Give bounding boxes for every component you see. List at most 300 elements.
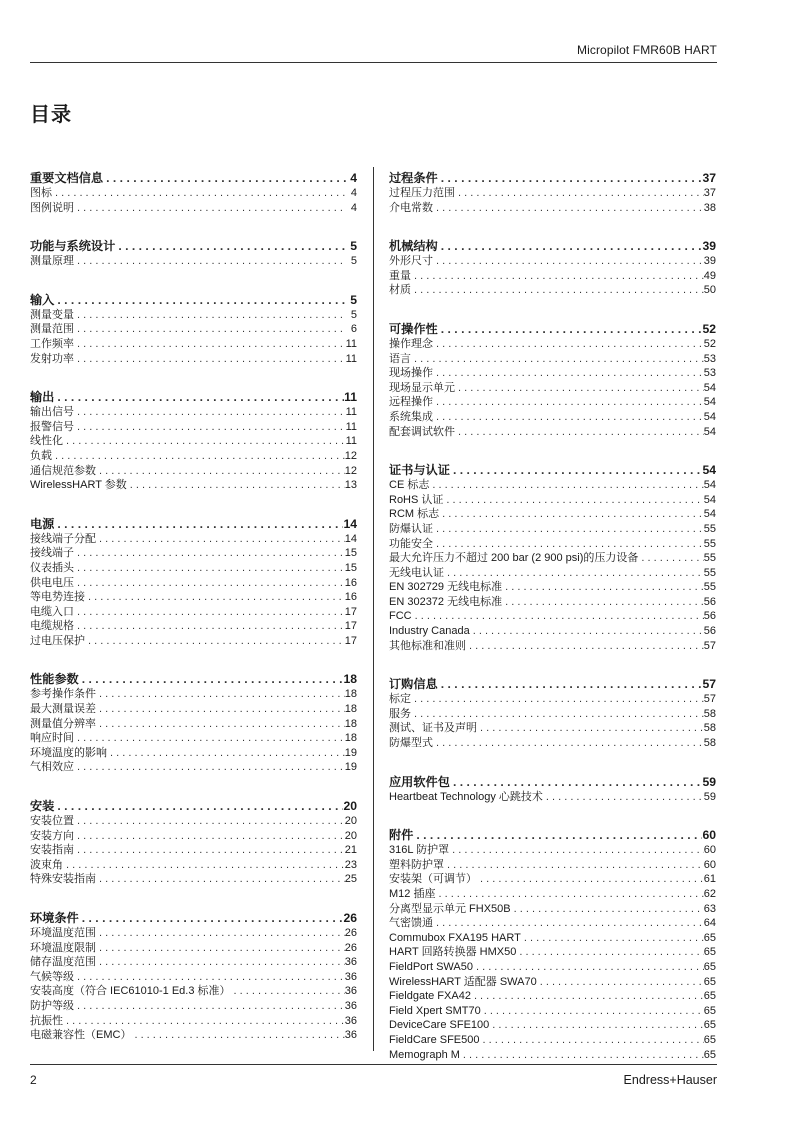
toc-leader-dots	[521, 931, 704, 946]
toc-page-number: 56	[703, 595, 716, 608]
toc-entry-title: 响应时间	[30, 732, 74, 745]
toc-section-heading[interactable]	[389, 171, 716, 186]
toc-heading-title: 性能参数	[30, 672, 79, 687]
toc-entry[interactable]	[389, 551, 716, 566]
toc-leader-dots	[74, 201, 347, 216]
toc-leader-dots	[413, 828, 702, 843]
toc-entry[interactable]	[389, 843, 716, 858]
toc-entry[interactable]	[389, 269, 716, 284]
toc-leader-dots	[438, 322, 703, 337]
toc-leader-dots	[74, 337, 346, 352]
toc-section-heading[interactable]	[30, 799, 357, 814]
toc-page-number: 64	[703, 917, 716, 930]
toc-entry[interactable]	[389, 931, 716, 946]
toc-page-number: 23	[344, 858, 357, 871]
toc-entry[interactable]	[30, 634, 357, 649]
toc-entry[interactable]	[389, 639, 716, 654]
toc-entry[interactable]	[30, 858, 357, 873]
footer-rule	[30, 1064, 717, 1065]
toc-entry[interactable]	[389, 960, 716, 975]
toc-page-number: 54	[703, 493, 716, 506]
toc-leader-dots	[74, 829, 345, 844]
toc-entry[interactable]	[30, 687, 357, 702]
toc-leader-dots	[74, 352, 346, 367]
toc-leader-dots	[96, 532, 345, 547]
toc-entry[interactable]	[30, 1014, 357, 1029]
toc-entry-title: 气密馈通	[389, 917, 433, 930]
toc-entry[interactable]	[389, 1048, 716, 1063]
toc-page-number: 54	[702, 463, 716, 478]
page-title: 目录	[30, 102, 72, 126]
toc-entry[interactable]	[30, 590, 357, 605]
toc-entry[interactable]	[389, 975, 716, 990]
toc-entry-title: 仪表插头	[30, 561, 74, 574]
toc-page-number: 18	[344, 717, 357, 730]
toc-entry[interactable]	[389, 736, 716, 751]
toc-entry[interactable]	[389, 790, 716, 805]
toc-entry[interactable]	[30, 546, 357, 561]
toc-entry[interactable]	[389, 692, 716, 707]
toc-section	[30, 293, 357, 366]
toc-page-number: 14	[344, 532, 357, 545]
toc-page-number: 11	[344, 390, 357, 405]
toc-page-number: 53	[703, 352, 716, 365]
toc-leader-dots	[411, 269, 704, 284]
header-rule	[30, 62, 717, 63]
toc-entry-title: DeviceCare SFE100	[389, 1019, 490, 1032]
toc-section-heading[interactable]	[30, 171, 357, 186]
toc-page-number: 38	[703, 201, 716, 214]
toc-page-number: 65	[703, 931, 716, 944]
toc-entry[interactable]	[389, 707, 716, 722]
toc-leader-dots	[411, 352, 704, 367]
toc-page-number: 58	[703, 722, 716, 735]
toc-leader-dots	[412, 609, 704, 624]
toc-page-number: 60	[703, 858, 716, 871]
toc-leader-dots	[54, 517, 343, 532]
toc-entry-title: 电缆规格	[30, 620, 74, 633]
toc-page-number: 17	[344, 605, 357, 618]
toc-entry[interactable]	[30, 337, 357, 352]
toc-entry[interactable]	[30, 702, 357, 717]
toc-entry[interactable]	[389, 624, 716, 639]
toc-entry[interactable]	[30, 926, 357, 941]
toc-left-column	[30, 171, 357, 1067]
toc-page-number: 37	[703, 187, 716, 199]
toc-leader-dots	[54, 293, 347, 308]
toc-entry[interactable]	[389, 381, 716, 396]
toc-entry[interactable]	[30, 532, 357, 547]
toc-page-number: 20	[343, 799, 357, 814]
toc-leader-dots	[433, 254, 704, 269]
toc-entry-title: EN 302372 无线电标准	[389, 595, 503, 608]
toc-section-heading[interactable]	[389, 677, 716, 692]
toc-heading-title: 证书与认证	[389, 463, 450, 478]
toc-leader-dots	[516, 945, 703, 960]
toc-entry-title: 电磁兼容性（EMC）	[30, 1029, 132, 1042]
toc-section-heading[interactable]	[30, 517, 357, 532]
toc-entry-title: 标定	[389, 693, 411, 706]
toc-entry-title: 操作理念	[389, 337, 433, 350]
toc-entry-title: 无线电认证	[389, 566, 444, 579]
toc-entry[interactable]	[30, 970, 357, 985]
toc-entry[interactable]	[389, 186, 716, 201]
toc-entry[interactable]	[389, 493, 716, 508]
toc-entry[interactable]	[30, 449, 357, 464]
toc-entry-title: 发射功率	[30, 352, 74, 365]
toc-entry-title: 防爆认证	[389, 522, 433, 535]
toc-entry[interactable]	[389, 254, 716, 269]
toc-section-heading[interactable]	[389, 463, 716, 478]
toc-page-number: 5	[350, 255, 357, 268]
toc-leader-dots	[511, 902, 704, 917]
toc-page-number: 58	[703, 737, 716, 750]
toc-entry[interactable]	[389, 1004, 716, 1019]
toc-entry-title: Memograph M	[389, 1048, 460, 1061]
toc-entry-title: FCC	[389, 610, 412, 623]
toc-leader-dots	[477, 721, 704, 736]
toc-leader-dots	[85, 590, 345, 605]
toc-leader-dots	[54, 390, 344, 405]
toc-leader-dots	[63, 858, 345, 873]
toc-leader-dots	[74, 731, 345, 746]
toc-entry-title: 语言	[389, 352, 411, 365]
toc-entry[interactable]	[389, 352, 716, 367]
toc-entry[interactable]	[30, 186, 357, 201]
toc-leader-dots	[96, 687, 345, 702]
toc-leader-dots	[443, 493, 703, 508]
toc-heading-title: 可操作性	[389, 321, 438, 336]
toc-leader-dots	[74, 814, 345, 829]
toc-page-number: 57	[703, 693, 716, 706]
toc-leader-dots	[444, 566, 704, 581]
toc-page-number: 56	[703, 625, 716, 638]
toc-entry[interactable]	[389, 337, 716, 352]
toc-entry[interactable]	[30, 843, 357, 858]
toc-leader-dots	[460, 1048, 704, 1063]
toc-section-heading[interactable]	[389, 775, 716, 790]
toc-page-number: 17	[344, 620, 357, 633]
toc-entry-title: Fieldgate FXA42	[389, 990, 471, 1003]
toc-section	[389, 239, 716, 298]
toc-heading-title: 功能与系统设计	[30, 239, 116, 254]
toc-entry[interactable]	[389, 721, 716, 736]
toc-entry-title: 最大测量误差	[30, 703, 96, 716]
toc-leader-dots	[502, 595, 704, 610]
toc-heading-title: 输出	[30, 390, 55, 405]
document-header-title: Micropilot FMR60B HART	[576, 43, 717, 57]
toc-section-heading[interactable]	[30, 239, 357, 254]
toc-page-number: 5	[350, 292, 357, 307]
toc-leader-dots	[543, 790, 704, 805]
toc-section	[389, 775, 716, 805]
toc-section	[30, 672, 357, 775]
toc-page-number: 18	[344, 732, 357, 745]
toc-page-number: 11	[345, 337, 357, 350]
toc-leader-dots	[52, 186, 347, 201]
toc-entry[interactable]	[30, 717, 357, 732]
toc-leader-dots	[411, 283, 704, 298]
toc-leader-dots	[433, 410, 704, 425]
toc-entry[interactable]	[30, 872, 357, 887]
toc-leader-dots	[502, 580, 704, 595]
toc-entry[interactable]	[389, 887, 716, 902]
toc-page-number: 36	[344, 985, 357, 998]
toc-section-heading[interactable]	[389, 322, 716, 337]
footer-page-number: 2	[30, 1073, 37, 1087]
toc-entry[interactable]	[389, 989, 716, 1004]
toc-page-number: 60	[703, 844, 716, 857]
toc-entry[interactable]	[30, 420, 357, 435]
toc-entry-title: 接线端子	[30, 547, 74, 560]
toc-entry-title: 通信规范参数	[30, 464, 96, 477]
toc-entry[interactable]	[30, 760, 357, 775]
toc-page-number: 6	[350, 323, 357, 336]
toc-page-number: 25	[344, 873, 357, 886]
toc-entry-title: FieldCare SFE500	[389, 1033, 480, 1046]
toc-page-number: 65	[703, 975, 716, 988]
toc-page-number: 54	[703, 508, 716, 521]
toc-entry[interactable]	[389, 395, 716, 410]
toc-leader-dots	[638, 551, 703, 566]
toc-leader-dots	[455, 186, 704, 201]
toc-leader-dots	[231, 984, 345, 999]
toc-entry-title: 安装方向	[30, 829, 74, 842]
toc-leader-dots	[96, 702, 345, 717]
toc-entry[interactable]	[30, 941, 357, 956]
toc-entry[interactable]	[389, 283, 716, 298]
toc-leader-dots	[74, 322, 347, 337]
toc-entry[interactable]	[389, 1018, 716, 1033]
toc-leader-dots	[411, 707, 704, 722]
toc-entry-title: 防爆型式	[389, 737, 433, 750]
toc-section	[30, 911, 357, 1043]
toc-entry-title: 等电势连接	[30, 591, 85, 604]
toc-leader-dots	[74, 405, 346, 420]
toc-entry[interactable]	[389, 410, 716, 425]
toc-leader-dots	[433, 522, 704, 537]
toc-page-number: 18	[344, 688, 357, 701]
toc-section-heading[interactable]	[389, 239, 716, 254]
toc-entry-title: 测量范围	[30, 323, 74, 336]
toc-entry[interactable]	[389, 566, 716, 581]
toc-section	[389, 322, 716, 439]
toc-page-number: 26	[344, 941, 357, 954]
toc-leader-dots	[79, 672, 344, 687]
toc-leader-dots	[470, 624, 704, 639]
toc-page-number: 26	[344, 927, 357, 939]
toc-page-number: 39	[702, 239, 716, 254]
toc-entry-title: 其他标准和准则	[389, 639, 466, 652]
toc-page-number: 39	[703, 255, 716, 268]
toc-entry[interactable]	[389, 537, 716, 552]
toc-entry-title: 环境温度范围	[30, 927, 96, 939]
toc-page-number: 54	[703, 381, 716, 394]
toc-entry[interactable]	[389, 916, 716, 931]
toc-section-heading[interactable]	[30, 390, 357, 405]
toc-entry-title: Heartbeat Technology 心跳技术	[389, 790, 543, 803]
toc-entry[interactable]	[30, 955, 357, 970]
toc-heading-title: 重要文档信息	[30, 171, 104, 185]
toc-page-number: 65	[703, 1019, 716, 1032]
toc-entry-title: 参考操作条件	[30, 688, 96, 701]
toc-entry[interactable]	[389, 609, 716, 624]
toc-leader-dots	[450, 775, 703, 790]
toc-entry-title: 气相效应	[30, 761, 74, 774]
toc-entry-title: 测量原理	[30, 255, 74, 268]
toc-leader-dots	[74, 254, 347, 269]
footer-brand: Endress+Hauser	[623, 1073, 717, 1087]
toc-entry[interactable]	[30, 619, 357, 634]
toc-entry[interactable]	[389, 1033, 716, 1048]
toc-entry-title: 配套调试软件	[389, 425, 455, 438]
toc-page-number: 11	[345, 420, 357, 433]
toc-entry[interactable]	[389, 522, 716, 537]
toc-entry[interactable]	[389, 595, 716, 610]
toc-entry-title: 图标	[30, 187, 52, 199]
toc-entry[interactable]	[30, 1028, 357, 1043]
toc-leader-dots	[433, 201, 704, 216]
toc-page-number: 55	[703, 522, 716, 535]
toc-entry[interactable]	[30, 829, 357, 844]
toc-entry[interactable]	[30, 605, 357, 620]
toc-entry-title: 塑料防护罩	[389, 858, 444, 871]
toc-heading-title: 过程条件	[389, 171, 438, 185]
toc-entry[interactable]	[30, 405, 357, 420]
toc-page-number: 5	[350, 239, 357, 254]
toc-leader-dots	[537, 975, 704, 990]
toc-entry[interactable]	[30, 746, 357, 761]
toc-entry-title: 现场操作	[389, 367, 433, 380]
toc-heading-title: 输入	[30, 292, 55, 307]
toc-entry-title: 最大允许压力不超过 200 bar (2 900 psi)的压力设备	[389, 552, 639, 565]
toc-page-number: 50	[703, 284, 716, 297]
toc-right-column	[389, 171, 716, 1086]
toc-leader-dots	[131, 1028, 344, 1043]
toc-section-heading[interactable]	[30, 672, 357, 687]
toc-leader-dots	[74, 546, 345, 561]
toc-entry-title: 材质	[389, 284, 411, 297]
toc-entry[interactable]	[389, 201, 716, 216]
toc-leader-dots	[449, 843, 704, 858]
toc-page-number: 60	[702, 828, 716, 843]
toc-leader-dots	[450, 463, 703, 478]
toc-heading-title: 安装	[30, 799, 55, 814]
toc-entry[interactable]	[30, 814, 357, 829]
toc-entry[interactable]	[30, 576, 357, 591]
toc-entry[interactable]	[389, 580, 716, 595]
toc-entry-title: 现场显示单元	[389, 381, 455, 394]
toc-entry[interactable]	[30, 731, 357, 746]
toc-entry-title: 波束角	[30, 858, 63, 871]
toc-entry-title: 安装高度（符合 IEC61010-1 Ed.3 标准）	[30, 985, 231, 998]
toc-page-number: 36	[344, 970, 357, 983]
toc-entry-title: M12 插座	[389, 888, 436, 900]
toc-page-number: 16	[344, 591, 357, 604]
toc-entry[interactable]	[30, 254, 357, 269]
toc-leader-dots	[74, 619, 345, 634]
toc-entry[interactable]	[389, 478, 716, 493]
toc-entry[interactable]	[30, 322, 357, 337]
toc-page-number: 5	[350, 308, 357, 321]
toc-leader-dots	[74, 576, 345, 591]
toc-leader-dots	[52, 449, 345, 464]
toc-page-number: 56	[703, 610, 716, 623]
toc-entry-title: WirelessHART 适配器 SWA70	[389, 975, 537, 988]
toc-leader-dots	[473, 960, 704, 975]
toc-entry[interactable]	[389, 425, 716, 440]
toc-page-number: 58	[703, 707, 716, 720]
toc-leader-dots	[433, 537, 704, 552]
toc-page-number: 18	[343, 672, 357, 687]
toc-page-number: 49	[703, 269, 716, 282]
toc-page-number: 61	[703, 873, 716, 886]
toc-page-number: 55	[703, 581, 716, 594]
toc-leader-dots	[115, 239, 347, 254]
toc-entry[interactable]	[30, 352, 357, 367]
toc-leader-dots	[439, 507, 704, 522]
toc-leader-dots	[96, 955, 345, 970]
toc-entry[interactable]	[30, 561, 357, 576]
toc-section	[389, 463, 716, 653]
toc-leader-dots	[433, 916, 704, 931]
toc-page-number: 52	[702, 321, 716, 336]
toc-page-number: 37	[702, 171, 716, 185]
toc-page-number: 11	[345, 406, 357, 419]
toc-entry-title: HART 回路转换器 HMX50	[389, 946, 517, 959]
toc-page-number: 13	[344, 479, 357, 492]
toc-entry[interactable]	[30, 464, 357, 479]
toc-entry-title: 抗振性	[30, 1014, 63, 1027]
toc-section-heading[interactable]	[30, 911, 357, 926]
toc-entry[interactable]	[389, 366, 716, 381]
toc-entry-title: 功能安全	[389, 537, 433, 550]
toc-leader-dots	[63, 1014, 345, 1029]
toc-leader-dots	[127, 478, 345, 493]
toc-entry-title: Industry Canada	[389, 625, 470, 638]
toc-entry[interactable]	[389, 507, 716, 522]
toc-entry-title: 分离型显示单元 FHX50B	[389, 902, 511, 915]
toc-entry[interactable]	[30, 201, 357, 216]
toc-entry[interactable]	[30, 999, 357, 1014]
toc-section	[30, 517, 357, 649]
toc-entry[interactable]	[389, 858, 716, 873]
toc-page-number: 36	[344, 999, 357, 1012]
toc-leader-dots	[96, 717, 345, 732]
toc-entry[interactable]	[389, 902, 716, 917]
toc-entry[interactable]	[389, 872, 716, 887]
toc-entry-title: 过程压力范围	[389, 187, 455, 199]
toc-page-number: 65	[703, 1033, 716, 1046]
toc-leader-dots	[74, 420, 346, 435]
toc-entry-title: 环境温度限制	[30, 941, 96, 954]
toc-section-heading[interactable]	[30, 293, 357, 308]
toc-page-number: 26	[343, 911, 357, 925]
toc-page-number: 19	[344, 761, 357, 774]
toc-entry[interactable]	[30, 984, 357, 999]
toc-page-number: 63	[703, 902, 716, 915]
toc-heading-title: 机械结构	[389, 239, 438, 254]
toc-page-number: 12	[344, 464, 357, 477]
toc-entry[interactable]	[389, 945, 716, 960]
toc-entry[interactable]	[30, 308, 357, 323]
toc-entry[interactable]	[30, 478, 357, 493]
toc-leader-dots	[455, 425, 704, 440]
toc-section-heading[interactable]	[389, 828, 716, 843]
toc-entry[interactable]	[30, 434, 357, 449]
toc-section	[30, 239, 357, 269]
toc-leader-dots	[74, 561, 345, 576]
